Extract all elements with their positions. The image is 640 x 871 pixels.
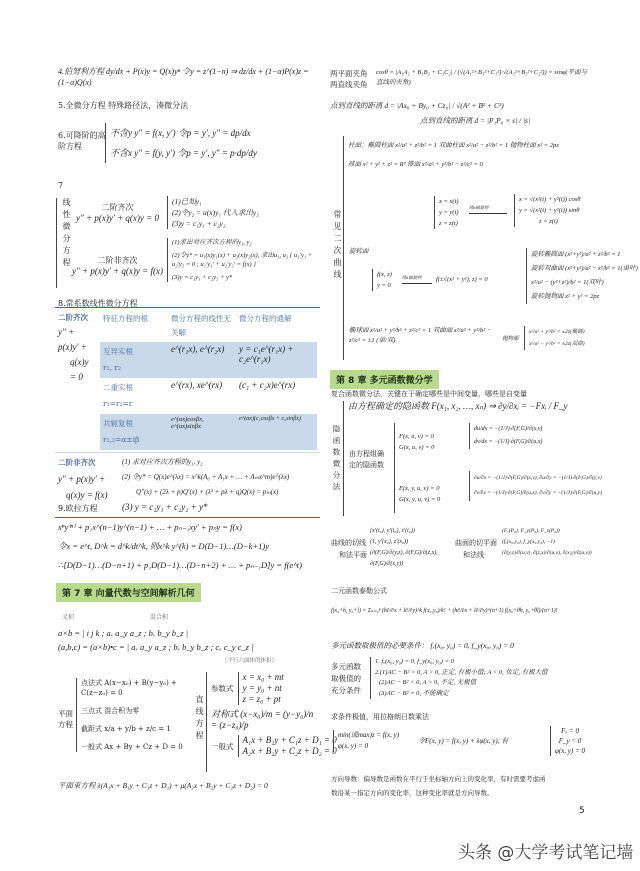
- text-line: 方向导数：偏导数是函数在平行于坐标轴方向上的变化率，有时需要考虑函: [331, 775, 546, 783]
- table-row: [100, 378, 317, 414]
- revolution-label: 旋转面: [349, 248, 369, 255]
- normal-vectors: [502, 526, 594, 559]
- text-line: 数沿某一指定方向的变化率，这种变化率就是方向导数。: [331, 789, 494, 797]
- step: (1)已知y₁: [172, 197, 202, 206]
- cell: 互异实根: [103, 347, 133, 356]
- formula-line: y = y₀ + nt: [242, 683, 282, 693]
- implicit-methods: [343, 401, 603, 516]
- formula-line: 由方程确定的隐函数 F(x₁, x₂, …, xₙ) ⇒ ∂y/∂xᵢ = −Fxᵢ / F_y: [348, 401, 568, 411]
- point-line-distance: 点到直线的距离 d = |P₁P₀ × s| / |s|: [420, 116, 531, 125]
- plane-pencil: 平面束方程 λ(A₁x + B₁y + C₁z + D₁) + μ(A₂x + B₂y + C₂z + D₂) = 0: [58, 781, 268, 790]
- table-row: [100, 414, 317, 450]
- necessary-condition: 多元函数取极值的必要条件： fₓ(x₀, y₀) = 0, f_y(x₀, y₀) = 0: [331, 641, 514, 650]
- formula-line: dv/dx = −(1/J)·∂(F,G)/∂(u,x): [474, 439, 543, 445]
- step: (2)令y₂ = u(x)y₁ 代入求出y₂: [172, 208, 259, 217]
- homog-cell: [55, 308, 97, 452]
- rotate-arrow: 绕z轴旋转: [469, 202, 507, 214]
- implicit-label: 隐函数微分法: [332, 425, 341, 494]
- sufficient-conditions: [370, 657, 548, 699]
- nonhomog-eq: y″ + p(x)y′ + q(x)y = f(x): [72, 266, 163, 276]
- formula-line: 点法式 A(x−x₀) + B(y−y₀) + C(z−z₀) = 0: [81, 679, 177, 697]
- eq-part: y″ + p(x)y′ +: [58, 474, 106, 484]
- label: 两平面夹角: [330, 69, 368, 78]
- angle-labels: [330, 68, 368, 90]
- homog-eq: y″ + p(x)y′ + q(x)y = 0: [76, 213, 159, 223]
- cross-label: 叉积: [62, 614, 75, 621]
- formula-line: (3)AC − B² = 0, 不能确定: [379, 689, 449, 697]
- formula-line: (Fₓ(P₀), F_y(P₀), F_z(P₀)): [502, 528, 560, 534]
- item-number: 7: [58, 181, 64, 190]
- formula-line: (1, y′(x₀), z′(x₀)): [370, 539, 409, 545]
- formula-line: 2.(1)AC − B² > 0, A > 0, 正定, 有极小值; A < 0, 负定, 有极大值: [375, 668, 548, 676]
- step: (1) 求对应齐次方程的y₁, y₂: [122, 458, 203, 466]
- formula-line: y = y(t): [439, 209, 459, 216]
- formula-line: x²/a² − (y²+z²)/b² = 1(双叶): [531, 279, 604, 286]
- const-coef-table: [55, 307, 320, 518]
- formula-line: y = √(x²(t) + y²(t)) sinθ: [519, 207, 580, 214]
- column-header: 特征方程的根: [103, 314, 148, 323]
- formula-line: 不含x y″ = f(y, y′) 令p = y′, y″ = p·dp/dy: [110, 148, 257, 158]
- label: 和法平面: [339, 551, 367, 559]
- symmetric-form: 对称式 (x−x₀)/m = (y−y₀)/n = (z−z₀)/p: [211, 709, 314, 730]
- formula-line: x²/a² + y²/b² = ±2z(椭圆): [529, 329, 585, 335]
- formula-line: 截距式 x/a + y/b + z/c = 1: [81, 725, 171, 733]
- watermark: 头条 @大学考试笔记墙: [458, 843, 634, 863]
- sufficient-label: [331, 661, 361, 697]
- label: 充分条件: [331, 686, 361, 695]
- step: (2)令y* = u₁(x)y₁(x) + u₂(x)y₂(x), 求出u₁, u₂ { u₁′y₁ + u₂′y₂ = 0 ; u₁′y₁′ + u₂′y₂′ = f(x) }: [172, 252, 313, 268]
- reducible-equations: [105, 123, 257, 163]
- step: (2) 令y* = Q(x)e^(λx) = x^k(A₀ + A₁x + … + Aₘx^m)e^(λx): [122, 473, 290, 481]
- cell: 二重实根: [103, 383, 133, 392]
- formula-line: f(±√(x² + y²), z) = 0: [436, 276, 488, 283]
- sphere-formulas: 球面 x² + y² + z² = R² 锥面 x²/a² + y²/b² − z²/c² = 0: [348, 161, 483, 168]
- formula-line: (∂(F,G)/∂(y,z), ∂(F,G)/∂(z,x), ∂(F,G)/∂(x,y)): [370, 550, 438, 567]
- label: 两直线夹角: [330, 80, 368, 89]
- label: 和法线: [463, 551, 484, 559]
- quadric-surfaces: [343, 136, 638, 360]
- formula-line: z = z(t): [439, 220, 458, 227]
- formula-line: Fₓ = 0: [560, 727, 579, 735]
- plane-equations: [76, 678, 189, 752]
- step: Q″(x) + (2λ + p)Q′(x) + (λ² + pλ + q)Q(x) = pₘ(x): [136, 488, 279, 496]
- mixed-product: (a,b,c) = (a×b)•c = | aₓ a_y a_z ; bₓ b_y b_z ; cₓ c_y c_z |: [58, 642, 254, 652]
- step: (1)求出对应齐次方程的y₁, y₂: [172, 239, 252, 246]
- angle-formula: cosθ = |A₁A₂ + B₁B₂ + C₁C₂| / (√(A₁²+B₁²+C₁²)·√(A₂²+B₂²+C₂²)) = sinφ(平面与直线的夹角): [376, 69, 588, 86]
- step: (3)y = c₁y₁ + c₂y₂: [172, 219, 226, 228]
- formula-line: x²/a² − y²/b² = ±2z(双曲): [529, 341, 585, 347]
- line-label: 直线方程: [195, 695, 204, 743]
- directional-derivative: [331, 772, 546, 800]
- formula-line: A₁x + B₁y + C₁z + D₁ = 0: [242, 735, 337, 745]
- composite-note: 复合函数微分法，关键在于确定哪些是中间变量，哪些是自变量: [331, 390, 527, 398]
- system-label: 由方程组确定的隐函数: [349, 450, 384, 469]
- formula-line: x = x(t): [439, 198, 459, 205]
- eq-part: q(x)y = f(x): [66, 490, 108, 500]
- param-label: 参数式: [211, 684, 234, 693]
- step: (3)y = c₁y₁ + c₂y₂ + y*: [172, 274, 233, 281]
- formula-line: 三点式 混合积为零: [81, 707, 140, 715]
- ellipsoid-formula: 椭球面 x²/a² + y²/b² + z²/c² = 1 双曲面 x²/a² + y²/b² − z²/c² = ±1 (单/双): [349, 327, 492, 344]
- homog-block: [70, 202, 165, 224]
- label: 取极值的: [331, 674, 361, 683]
- formula-line: 1. fₓ(x₀, y₀) = 0, f_y(x₀, y₀) = 0: [375, 658, 454, 665]
- homog-steps: [167, 196, 259, 229]
- cylinder-formulas: 柱面：椭圆柱面 x²/a² + z²/b² = 1 双曲柱面 x²/a² − z²/b² = 1 抛物柱面 x² = 2pz: [348, 142, 559, 149]
- cell: e^(αx)(c₁cosβx + c₂sinβx): [239, 416, 301, 422]
- formula-line: 不含y y″ = f(x, y′) 令p = y′, y″ = dp/dx: [110, 128, 251, 138]
- formula-line: (2)AC − B² < 0, A > 0, 不定, 无极值: [379, 679, 477, 686]
- nonhomog-label: 二阶非齐次: [97, 256, 138, 265]
- plane-label: 平面方程: [58, 709, 73, 729]
- formula-line: F(x, y, u, v) = 0: [399, 485, 440, 492]
- chapter-8-header: 第 8 章 多元函数微分学: [330, 370, 439, 389]
- tangent-vectors: [370, 526, 450, 570]
- linear-de-label: 线性微分方程: [56, 198, 72, 288]
- formula-line: 一般式 Ax + By + Cz + D = 0: [81, 743, 183, 751]
- column-header: 微分方程的线性无关解: [171, 314, 231, 337]
- quadric-label: 常见二次曲线: [333, 210, 342, 282]
- section-title: 8.常系数线性微分方程: [58, 299, 138, 308]
- lagrange-function: 令F(x, y) = f(x, y) + λφ(x, y), 有: [418, 737, 509, 745]
- formula-line: du/dx = −(1/J)·∂(F,G)/∂(x,v): [474, 426, 543, 432]
- table-row: [55, 308, 320, 452]
- column-header: 微分方程的通解: [239, 314, 292, 323]
- formula-line: (∂(y,z)/∂(u,v), ∂(z,x)/∂(u,v), ∂(x,y)/∂(u,v)): [502, 550, 592, 556]
- cell: r₁=r₂=r: [103, 399, 133, 408]
- rotate-arrow: 绕z轴旋转: [402, 272, 432, 284]
- exact-equation: 5.全微分方程 特殊路径法，凑微分法: [58, 101, 189, 110]
- formula-line: ∂u/∂x = −(1/J)·∂(F,G)/∂(x,v), ∂u/∂y = −(1/J)·∂(F,G)/∂(y,v): [474, 475, 602, 481]
- formula-line: F_y = 0: [558, 737, 582, 745]
- cell: y = c₁e^(r₁x) + c₂e^(r₂x): [239, 344, 294, 364]
- taylor-title: 二元函数泰勒公式: [331, 587, 387, 595]
- label: 曲线的切线: [331, 539, 366, 547]
- general-label: 一般式: [211, 741, 234, 751]
- formula-line: 旋转双曲面 (x²+y²)/a² − z²/b² = 1(单叶): [531, 265, 638, 272]
- formula-line: ∂v/∂x = −(1/J)·∂(F,G)/∂(u,x), ∂v/∂y = −(1/J)·∂(F,G)/∂(u,y): [474, 490, 603, 496]
- chapter-7-header: 第 7 章 向量代数与空间解析几何: [56, 583, 201, 602]
- cell: 共轭复根: [103, 419, 133, 428]
- cell: e^(αx)cosβx, e^(αx)sinβx: [171, 416, 204, 430]
- eq-part: q(x)y = 0: [70, 357, 89, 382]
- tangent-label: [331, 537, 367, 561]
- cross-product: a×b = | i j k ; aₓ a_y a_z ; bₓ b_y b_z |: [58, 628, 189, 638]
- formula-line: min(或max)z = f(x, y): [338, 731, 400, 739]
- page-number: 5: [579, 806, 585, 816]
- formula-line: 旋转椭圆面 (x²+y²)/a² + z²/b² = 1: [531, 251, 621, 258]
- lagrange-title: 求条件极值，用拉格朗日数乘法: [331, 713, 429, 721]
- table-header: [100, 310, 317, 342]
- formula-line: y = 0: [377, 282, 391, 289]
- nonhomog-title: 二阶非齐次: [58, 458, 96, 467]
- reducible-label: 6.可降阶的高阶方程: [58, 131, 106, 151]
- cell: (c₁ + c₂x)e^(rx): [239, 380, 296, 390]
- formula-line: (fₓ(x₀,y₀), f_y(x₀,y₀), −1): [502, 539, 555, 545]
- label: 多元函数: [331, 662, 361, 671]
- formula-line: xⁿy⁽ⁿ⁾ + p₁x^(n−1)y^(n−1) + … + pₙ₋₁xy′ + pₙy = f(x): [58, 522, 242, 532]
- table-row: [100, 342, 317, 378]
- cell: e^(rx), xe^(rx): [171, 380, 223, 390]
- homog-label: 二阶齐次: [101, 203, 134, 212]
- cell: r₁,₂=α±iβ: [103, 435, 140, 444]
- formula-line: 令x = e^t, D^k = d^k/dt^k, 则x^k y^(k) = D(D−1)…(D−k+1)y: [58, 541, 269, 551]
- formula-line: (x′(t₀), y′(t₀), z′(t₀)): [370, 528, 415, 534]
- paraboloid-label: 抛物面: [502, 336, 519, 342]
- formula-line: G(x, y, u, v) = 0: [399, 496, 441, 503]
- formula-line: φ(x, y) = 0: [338, 742, 368, 750]
- normal-label: [455, 537, 497, 561]
- lagrange-system: [333, 730, 399, 752]
- euler-equations: [58, 518, 302, 575]
- lagrange-result: [550, 726, 585, 756]
- formula-line: A₂x + B₂y + C₂z + D₂ = 0: [242, 746, 337, 756]
- mixed-label: 混合积: [150, 614, 169, 621]
- eq-part: y″ + p(x)y′ +: [58, 327, 87, 352]
- formula-line: φ(x, y) = 0: [555, 747, 585, 755]
- nonhomog-block: [70, 255, 165, 277]
- step: (3) y = c₁y₁ + c₂y₂ + y*: [122, 502, 208, 512]
- section-title: 9.欧拉方程: [58, 504, 98, 513]
- label: 曲面的切平面: [455, 539, 497, 547]
- formula-line: x = x₀ + mt: [242, 672, 284, 682]
- homog-title: 二阶齐次: [58, 313, 88, 322]
- line-equations: [206, 672, 337, 772]
- formula-line: F(x, u, v) = 0: [399, 433, 434, 440]
- bernoulli-equation: 4.伯努利方程 dy/dx + P(x)y = Q(x)yⁿ 令y = z^(1−n) ⇒ dz/dx + (1−α)P(x)z = (1−α)Q(x): [58, 67, 309, 87]
- point-plane-distance: 点到直线的距离 d = |Ax₀ + By₀ + Cz₀| / √(A² + B² + C²): [330, 101, 504, 110]
- formula-line: z = z(t): [539, 218, 558, 225]
- formula-line: f(x, z): [377, 271, 392, 278]
- mixed-note: （平行六面体的体积）: [222, 658, 278, 664]
- formula-line: z = z₀ + pt: [242, 694, 281, 704]
- formula-line: 旋转抛物面 x² + y² = 2pz: [531, 293, 600, 300]
- formula-line: x = √(x²(t) + y²(t)) cosθ: [519, 196, 581, 203]
- formula-line: G(x, u, v) = 0: [399, 444, 435, 451]
- taylor-formula: f(x₀+h, y₀+l) = Σₖ₌₀ⁿ (h∂/∂x + l∂/∂y)^k f(x₀,y₀)/k! + (h∂/∂x + l∂/∂y)^(n+1) f(x₀+θh, y₀+θl)/(n+1)!: [331, 608, 558, 614]
- nonhomog-steps: [167, 238, 320, 282]
- formula-line: ∴[D(D−1)…(D−n+1) + p₁D(D−1)…(D−n+2) + … + pₙ₋₁D]y = f(e^t): [58, 560, 302, 570]
- cell: e^(r₁x), e^(r₂x): [171, 344, 225, 354]
- cell: r₁, r₂: [103, 363, 121, 372]
